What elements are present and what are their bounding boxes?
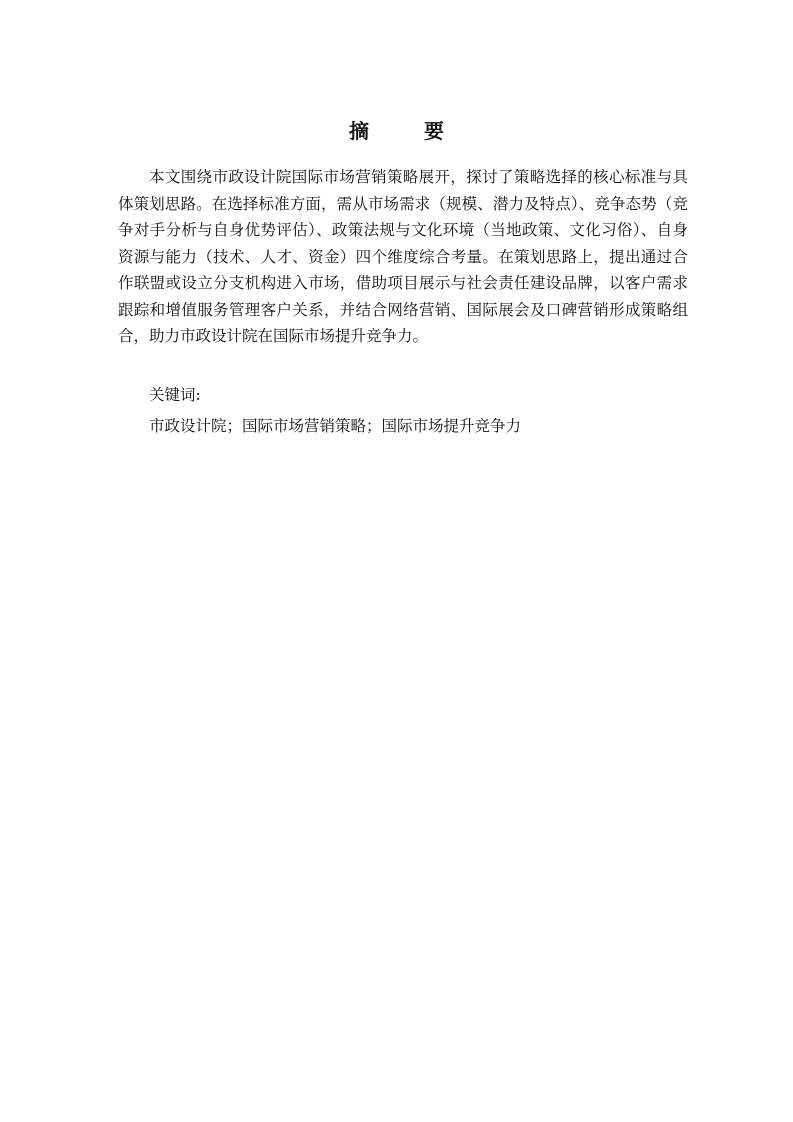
keywords-label: 关键词: xyxy=(149,386,201,404)
abstract-body: 本文围绕市政设计院国际市场营销策略展开，探讨了策略选择的核心标准与具体策划思路。在选择标准方面，需从市场需求（规模、潜力及特点）、竞争态势（竞争对手分析与自身优势评估）、政策法规与文化环境（当地政策、文化习俗）、自身资源与能力（技术、人才、资金）四个维度综合考量。在策划思路上，提出通过合作联盟或设立分支机构进入市场，借助项目展示与社会责任建设品牌，以客户需求跟踪和增值服务管理客户关系，并结合网络营销、国际展会及口碑营销形成策略组合，助力市政设计院在国际市场提升竞争力。 xyxy=(118,168,688,345)
abstract-title: 摘 要 xyxy=(349,119,468,144)
keywords-list: 市政设计院；国际市场营销策略；国际市场提升竞争力 xyxy=(149,417,522,435)
